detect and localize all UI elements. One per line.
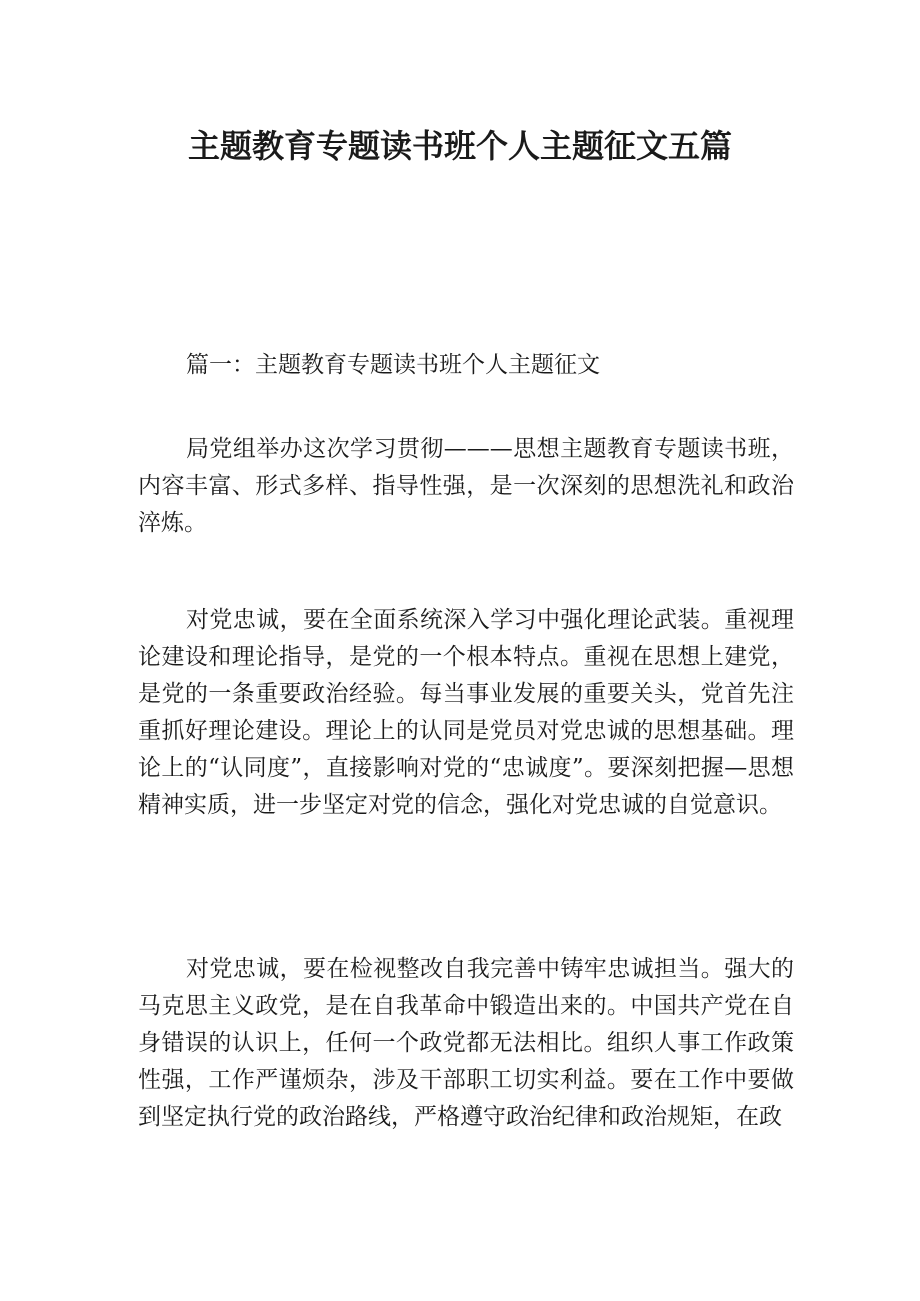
paragraph-3: 对党忠诚，要在检视整改自我完善中铸牢忠诚担当。强大的马克思主义政党，是在自我革命中锻造出来的。中国共产党在自身错误的认识上，任何一个政党都无法相比。组织人事工作政策性强，工作严谨烦杂，涉及干部职工切实利益。要在工作中要做到坚定执行党的政治路线，严格遵守政治纪律和政治规矩，在政 — [138, 956, 794, 1130]
document-title: 主题教育专题读书班个人主题征文五篇 — [187, 127, 732, 165]
section-heading: 篇一：主题教育专题读书班个人主题征文 — [186, 352, 600, 378]
paragraph-2: 对党忠诚，要在全面系统深入学习中强化理论武装。重视理论建设和理论指导，是党的一个根本特点。重视在思想上建党，是党的一条重要政治经验。每当事业发展的重要关头，党首先注重抓好理论建设。理论上的认同是党员对党忠诚的思想基础。理论上的“认同度”，直接影响对党的“忠诚度”。要深刻把握—思想精神实质，进一步坚定对党的信念，强化对党忠诚的自觉意识。 — [138, 607, 794, 818]
paragraph-1: 局党组举办这次学习贯彻———思想主题教育专题读书班，内容丰富、形式多样、指导性强，是一次深刻的思想洗礼和政治淬炼。 — [138, 436, 794, 536]
